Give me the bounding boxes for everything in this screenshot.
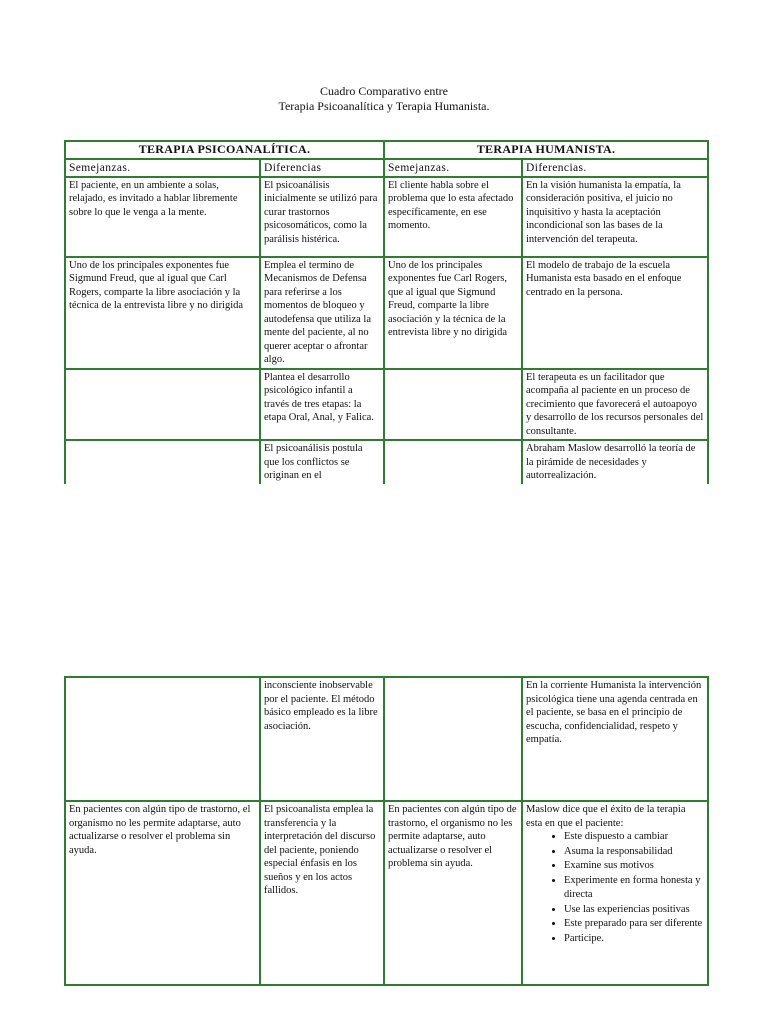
table-row bbox=[65, 369, 708, 441]
table-cell: En la corriente Humanista la intervención psicológica tiene una agenda centrada en el paciente, se basa en el principio de escucha, confidencialidad, respeto y empatía. bbox=[522, 677, 708, 801]
list-item: • Este dispuesto a cambiar bbox=[564, 830, 704, 845]
table-cell: En pacientes con algún tipo de trastorno, el organismo no les permite adaptarse, auto actualizarse o resolver el problema sin ayuda. bbox=[384, 801, 522, 985]
comparison-table-page2 bbox=[64, 676, 709, 986]
table-cell bbox=[65, 677, 260, 801]
table-cell: Emplea el termino de Mecanismos de Defensa para referirse a los momentos de bloqueo y autodefensa que utiliza la mente del paciente, al no querer aceptar o afrontar algo. bbox=[260, 257, 384, 369]
table-cell: Abraham Maslow desarrolló la teoría de la pirámide de necesidades y autorrealización. bbox=[522, 440, 708, 484]
table-cell: El cliente habla sobre el problema que lo esta afectado específicamente, en ese momento. bbox=[384, 177, 522, 257]
table-row bbox=[65, 677, 708, 801]
maslow-list bbox=[526, 830, 704, 946]
table-row bbox=[65, 177, 708, 257]
table-row bbox=[65, 801, 708, 985]
table-cell: Plantea el desarrollo psicológico infantil a través de tres etapas: la etapa Oral, Anal, y Falica. bbox=[260, 369, 384, 441]
header-psicoanalitica: TERAPIA PSICOANALÍTICA. bbox=[65, 141, 384, 159]
subheader-diferencias-human: Diferencias. bbox=[522, 159, 708, 177]
subheader-semejanzas-human: Semejanzas. bbox=[384, 159, 522, 177]
document-title-line1: Cuadro Comparativo entre bbox=[320, 84, 448, 98]
table-cell: El psicoanalista emplea la transferencia y la interpretación del discurso del paciente, poniendo especial énfasis en los sueños y en los actos fallidos. bbox=[260, 801, 384, 985]
table-cell bbox=[65, 440, 260, 484]
table-cell: En pacientes con algún tipo de trastorno, el organismo no les permite adaptarse, auto actualizarse o resolver el problema sin ayuda. bbox=[65, 801, 260, 985]
document-title-line2: Terapia Psicoanalítica y Terapia Humanista. bbox=[278, 99, 490, 113]
table-row bbox=[65, 440, 708, 484]
table-cell: Uno de los principales exponentes fue Carl Rogers, que al igual que Sigmund Freud, comparte la libre asociación y la técnica de la entrevista libre y no dirigida bbox=[384, 257, 522, 369]
maslow-intro: Maslow dice que el éxito de la terapia esta en que el paciente: bbox=[526, 804, 686, 829]
list-item: • Asuma la responsabilidad bbox=[564, 845, 704, 860]
list-item: • Experimente en forma honesta y directa bbox=[564, 874, 704, 903]
table-cell bbox=[384, 369, 522, 441]
table-cell: El terapeuta es un facilitador que acompaña al paciente en un proceso de crecimiento que favorecerá el autoapoyo y desarrollo de los recursos personales del consultante. bbox=[522, 369, 708, 441]
table-cell: El paciente, en un ambiente a solas, relajado, es invitado a hablar libremente sobre lo que le venga a la mente. bbox=[65, 177, 260, 257]
subheader-diferencias-psico: Diferencias bbox=[260, 159, 384, 177]
table-cell: El modelo de trabajo de la escuela Humanista esta basado en el enfoque centrado en la persona. bbox=[522, 257, 708, 369]
table-row bbox=[65, 257, 708, 369]
table-cell: El psicoanálisis inicialmente se utilizó para curar trastornos psicosomáticos, como la parálisis histérica. bbox=[260, 177, 384, 257]
table-cell: En la visión humanista la empatía, la consideración positiva, el juicio no inquisitivo y hasta la aceptación incondicional son las bases de la intervención del terapeuta. bbox=[522, 177, 708, 257]
comparison-table-page1 bbox=[64, 140, 709, 484]
table-cell: Uno de los principales exponentes fue Sigmund Freud, que al igual que Carl Rogers, comparte la libre asociación y la técnica de la entrevista libre y no dirigida bbox=[65, 257, 260, 369]
list-item: • Use las experiencias positivas bbox=[564, 903, 704, 918]
table-cell: El psicoanálisis postula que los conflictos se originan en el bbox=[260, 440, 384, 484]
list-item: • Participe. bbox=[564, 932, 704, 947]
list-item: • Examine sus motivos bbox=[564, 859, 704, 874]
table-cell bbox=[384, 440, 522, 484]
table-cell bbox=[384, 677, 522, 801]
header-humanista: TERAPIA HUMANISTA. bbox=[384, 141, 708, 159]
list-item: • Este preparado para ser diferente bbox=[564, 917, 704, 932]
table-cell bbox=[65, 369, 260, 441]
subheader-semejanzas-psico: Semejanzas. bbox=[65, 159, 260, 177]
table-cell bbox=[522, 801, 708, 985]
table-cell: inconsciente inobservable por el paciente. El método básico empleado es la libre asociación. bbox=[260, 677, 384, 801]
